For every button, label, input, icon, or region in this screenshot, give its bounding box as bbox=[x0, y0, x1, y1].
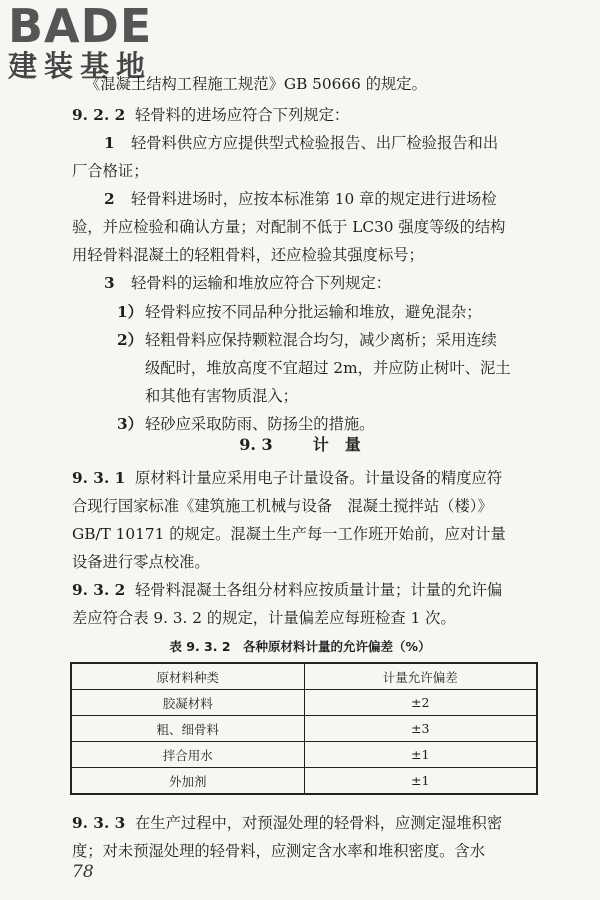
item-number: 1 bbox=[104, 134, 115, 152]
text-line: 级配时，堆放高度不宜超过 2m，并应防止树叶、泥土 bbox=[145, 359, 511, 377]
text-line: 差应符合表 9. 3. 2 的规定，计量偏差应每班检查 1 次。 bbox=[72, 609, 456, 627]
logo-subtitle: 建装基地 bbox=[8, 49, 153, 83]
text-line: 度；对未预湿处理的轻骨料，应测定含水率和堆积密度。含水 bbox=[72, 842, 486, 860]
header-material-type: 原材料种类 bbox=[71, 663, 304, 690]
item-number: 3 bbox=[104, 274, 115, 292]
clause-number: 9. 3. 2 bbox=[72, 581, 126, 599]
table-caption: 表 9. 3. 2 各种原材料计量的允许偏差（%） bbox=[169, 639, 431, 654]
cell-tolerance: ±1 bbox=[304, 768, 537, 795]
subitem-number: 3） bbox=[117, 415, 143, 433]
cell-material: 胶凝材料 bbox=[71, 690, 304, 716]
subitem-number: 2） bbox=[117, 331, 143, 349]
cell-tolerance: ±3 bbox=[304, 716, 537, 742]
text-line: GB/T 10171 的规定。混凝土生产每一工作班开始前，应对计量 bbox=[72, 525, 506, 543]
cell-tolerance: ±1 bbox=[304, 742, 537, 768]
text-line: 轻粗骨料应保持颗粒混合均匀，减少离析；采用连续 bbox=[145, 331, 497, 349]
cell-tolerance: ±2 bbox=[304, 690, 537, 716]
text-line: 轻砂应采取防雨、防扬尘的措施。 bbox=[145, 415, 375, 433]
item-number: 2 bbox=[104, 190, 115, 208]
section-heading bbox=[0, 432, 600, 455]
text-line: 轻骨料进场时，应按本标准第 10 章的规定进行进场检 bbox=[131, 190, 497, 208]
logo-brand: BADE bbox=[8, 0, 153, 53]
page-number: 78 bbox=[72, 862, 94, 882]
table-row bbox=[71, 716, 537, 742]
subitem-number: 1） bbox=[117, 303, 143, 321]
clause-number: 9. 3. 1 bbox=[72, 469, 126, 487]
text-line: 轻骨料的进场应符合下列规定： bbox=[135, 106, 350, 124]
text-line: 轻骨料混凝土各组分材料应按质量计量；计量的允许偏 bbox=[135, 581, 503, 599]
clause-number: 9. 3. 3 bbox=[72, 814, 126, 832]
section-title: 计 量 bbox=[312, 435, 361, 454]
header-tolerance: 计量允许偏差 bbox=[304, 663, 537, 690]
cell-material: 拌合用水 bbox=[71, 742, 304, 768]
text-line: 轻骨料应按不同品种分批运输和堆放，避免混杂； bbox=[145, 303, 482, 321]
site-logo bbox=[8, 2, 178, 82]
text-line: 合现行国家标准《建筑施工机械与设备 混凝土搅拌站（楼）》 bbox=[72, 497, 493, 515]
table-row bbox=[71, 768, 537, 795]
section-number: 9. 3 bbox=[239, 435, 273, 454]
text-line: 和其他有害物质混入； bbox=[145, 387, 298, 405]
table-row bbox=[71, 690, 537, 716]
text-line: 用轻骨料混凝土的轻粗骨料，还应检验其强度标号； bbox=[72, 246, 424, 264]
clause-number: 9. 2. 2 bbox=[72, 106, 126, 124]
text-line: 轻骨料的运输和堆放应符合下列规定： bbox=[131, 274, 392, 292]
text-line: 验，并应检验和确认方量；对配制不低于 LC30 强度等级的结构 bbox=[72, 218, 506, 236]
tolerance-table bbox=[70, 662, 538, 795]
text-line: 《混凝土结构工程施工规范》GB 50666 的规定。 bbox=[85, 75, 427, 93]
text-line: 轻骨料供应方应提供型式检验报告、出厂检验报告和出 bbox=[131, 134, 499, 152]
text-line: 设备进行零点校准。 bbox=[72, 553, 210, 571]
cell-material: 粗、细骨料 bbox=[71, 716, 304, 742]
cell-material: 外加剂 bbox=[71, 768, 304, 795]
table-row bbox=[71, 742, 537, 768]
text-line: 在生产过程中，对预湿处理的轻骨料，应测定湿堆积密 bbox=[135, 814, 503, 832]
text-line: 厂合格证； bbox=[72, 162, 149, 180]
text-line: 原材料计量应采用电子计量设备。计量设备的精度应符 bbox=[135, 469, 503, 487]
table-header-row bbox=[71, 663, 537, 690]
